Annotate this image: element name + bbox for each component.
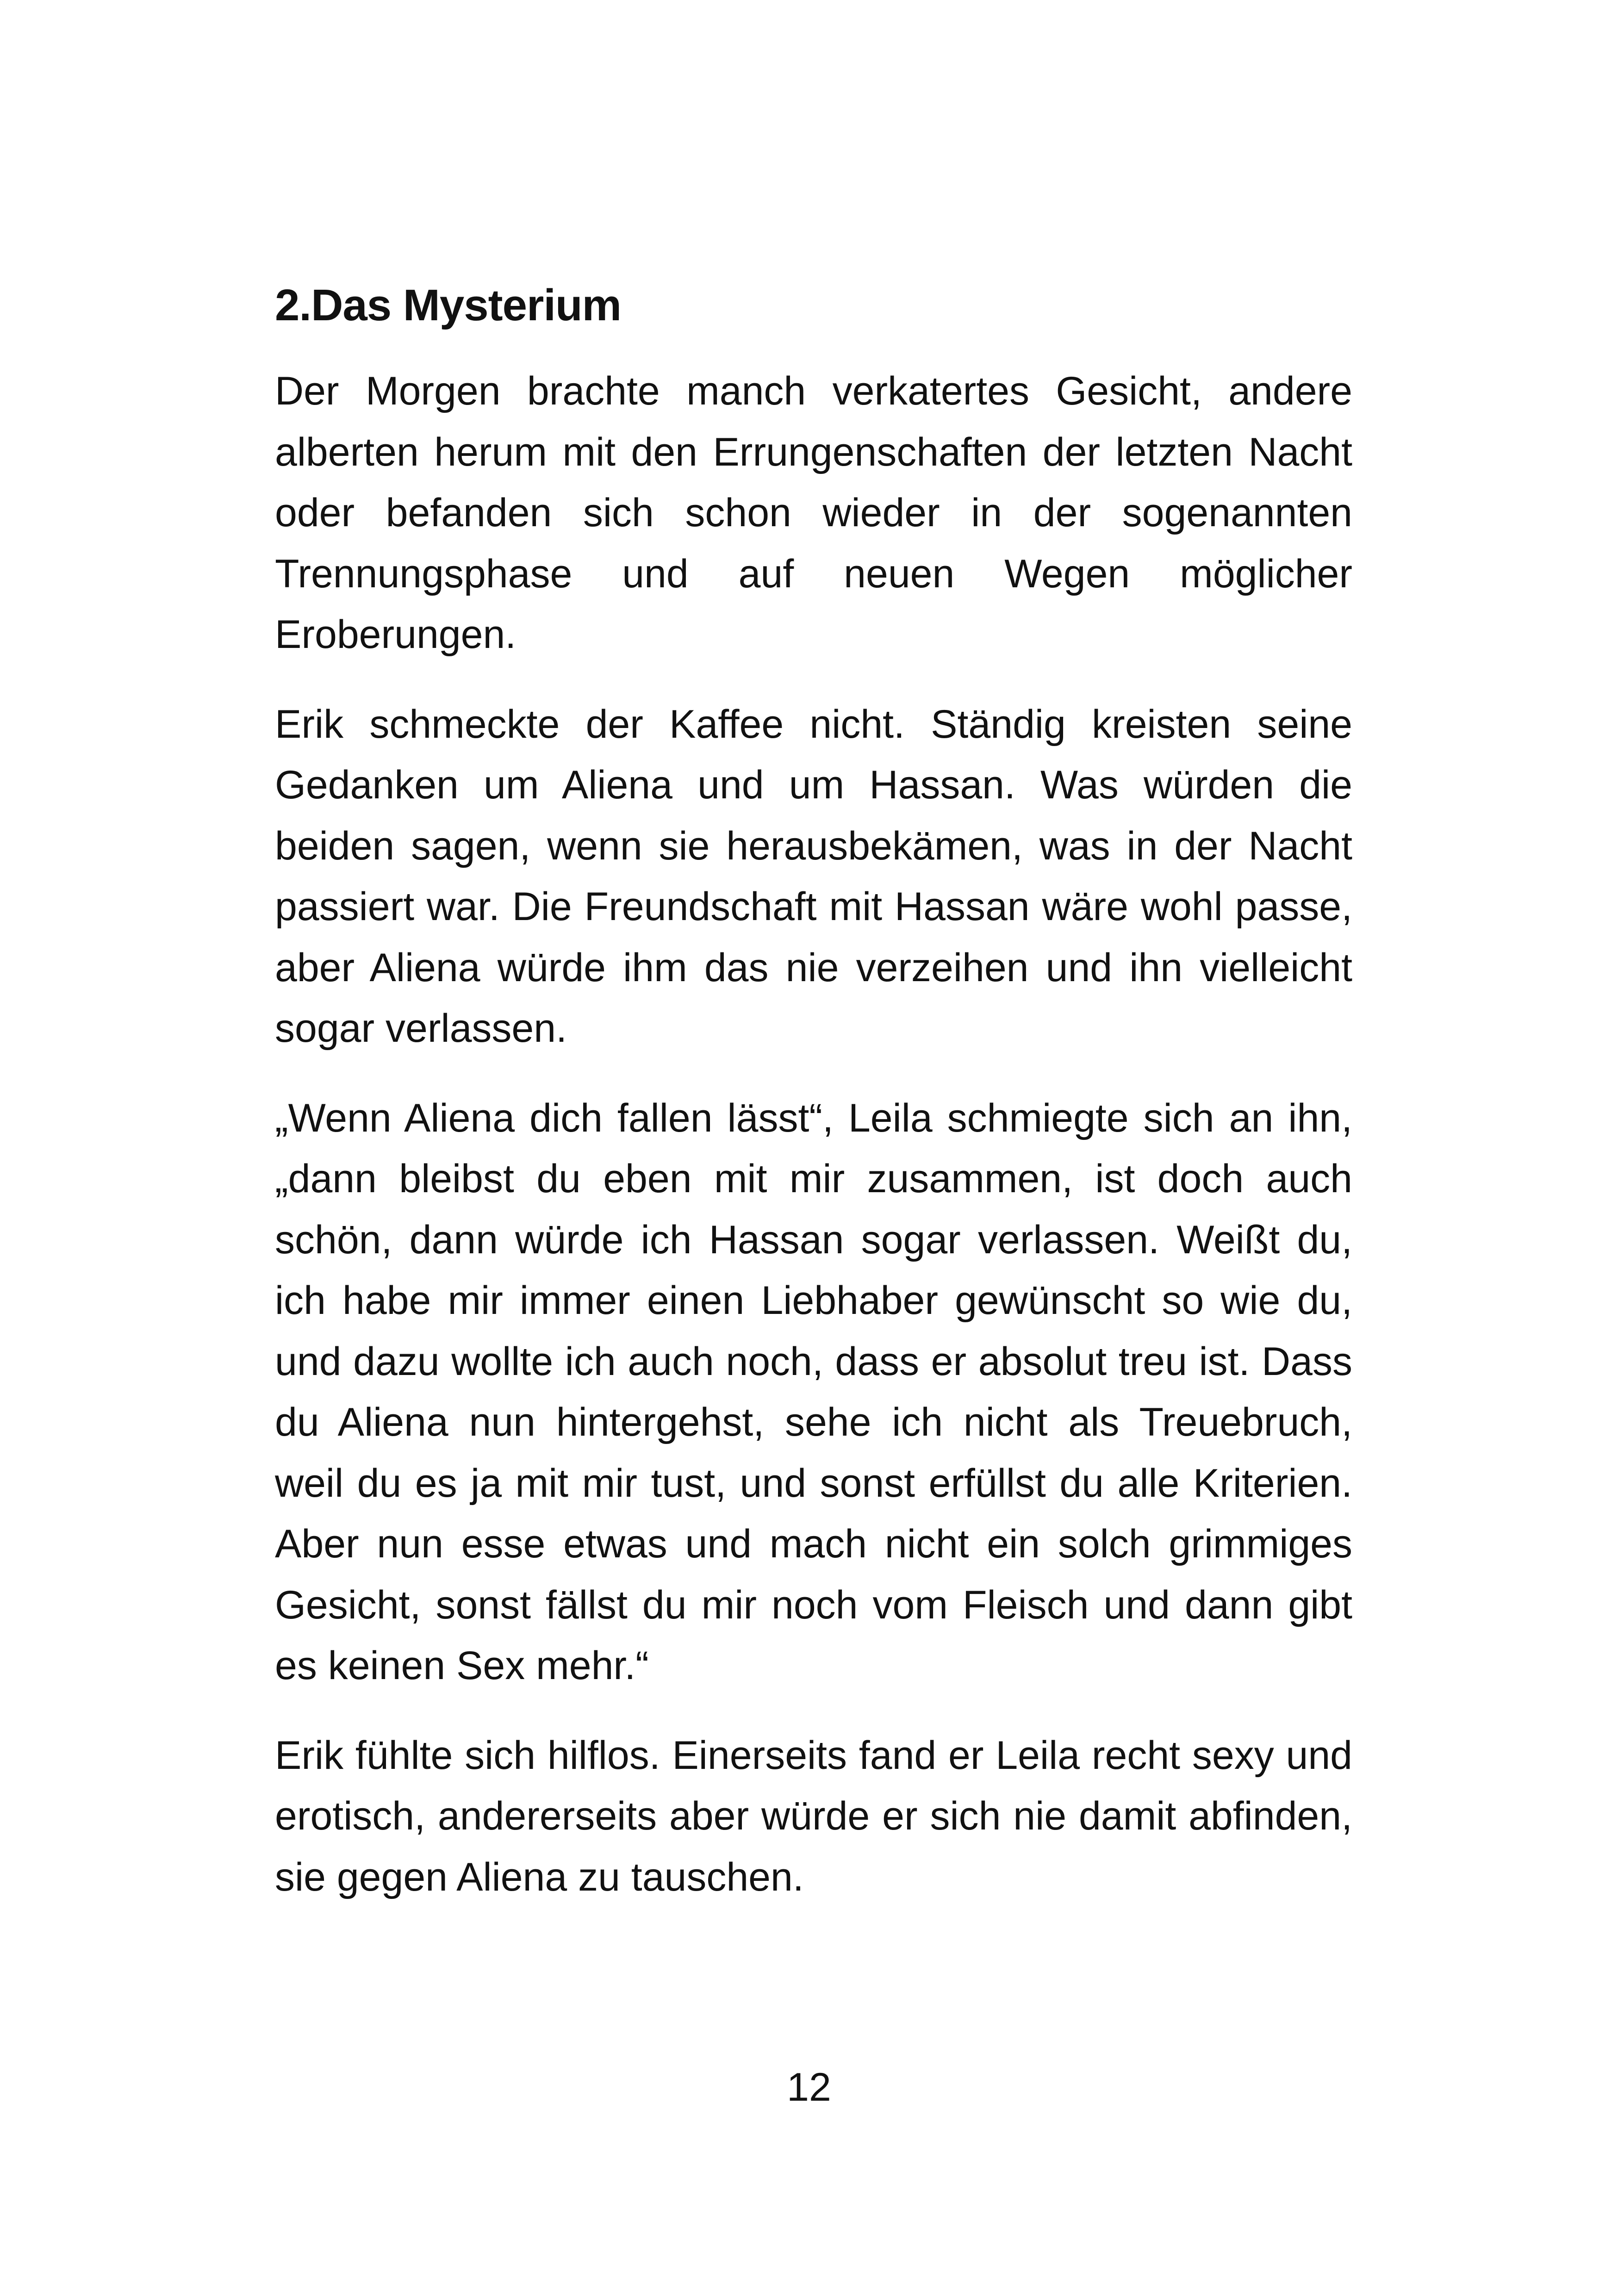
paragraph-1: Der Morgen brachte manch verkatertes Gesicht, andere alberten herum mit den Errungenschaften der letzten Nacht oder befanden sich schon wieder in der sogenannten Trennungsphase und auf neuen Wegen möglicher Eroberungen. [275, 369, 1352, 657]
page-content [275, 273, 1352, 1936]
chapter-title: 2.Das Mysterium [275, 280, 621, 330]
paragraph-3: „Wenn Aliena dich fallen lässt“, Leila schmiegte sich an ihn, „dann bleibst du eben mit mir zusammen, ist doch auch schön, dann würde ich Hassan sogar verlassen. Weißt du, ich habe mir immer einen Liebhaber gewünscht so wie du, und dazu wollte ich auch noch, dass er absolut treu ist. Dass du Aliena nun hintergehst, sehe ich nicht als Treuebruch, weil du es ja mit mir tust, und sonst erfüllst du alle Kriterien. Aber nun esse etwas und mach nicht ein solch grimmiges Gesicht, sonst fällst du mir noch vom Fleisch und dann gibt es keinen Sex mehr.“ [275, 1095, 1352, 1688]
paragraph-2: Erik schmeckte der Kaffee nicht. Ständig kreisten seine Gedanken um Aliena und um Hassan. Was würden die beiden sagen, wenn sie herausbekämen, was in der Nacht passiert war. Die Freundschaft mit Hassan wäre wohl passe, aber Aliena würde ihm das nie verzeihen und ihn vielleicht sogar verlassen. [275, 702, 1352, 1051]
paragraph-4: Erik fühlte sich hilflos. Einerseits fand er Leila recht sexy und erotisch, andererseits aber würde er sich nie damit abfinden, sie gegen Aliena zu tauschen. [275, 1733, 1352, 1899]
page-number: 12 [787, 2065, 831, 2109]
